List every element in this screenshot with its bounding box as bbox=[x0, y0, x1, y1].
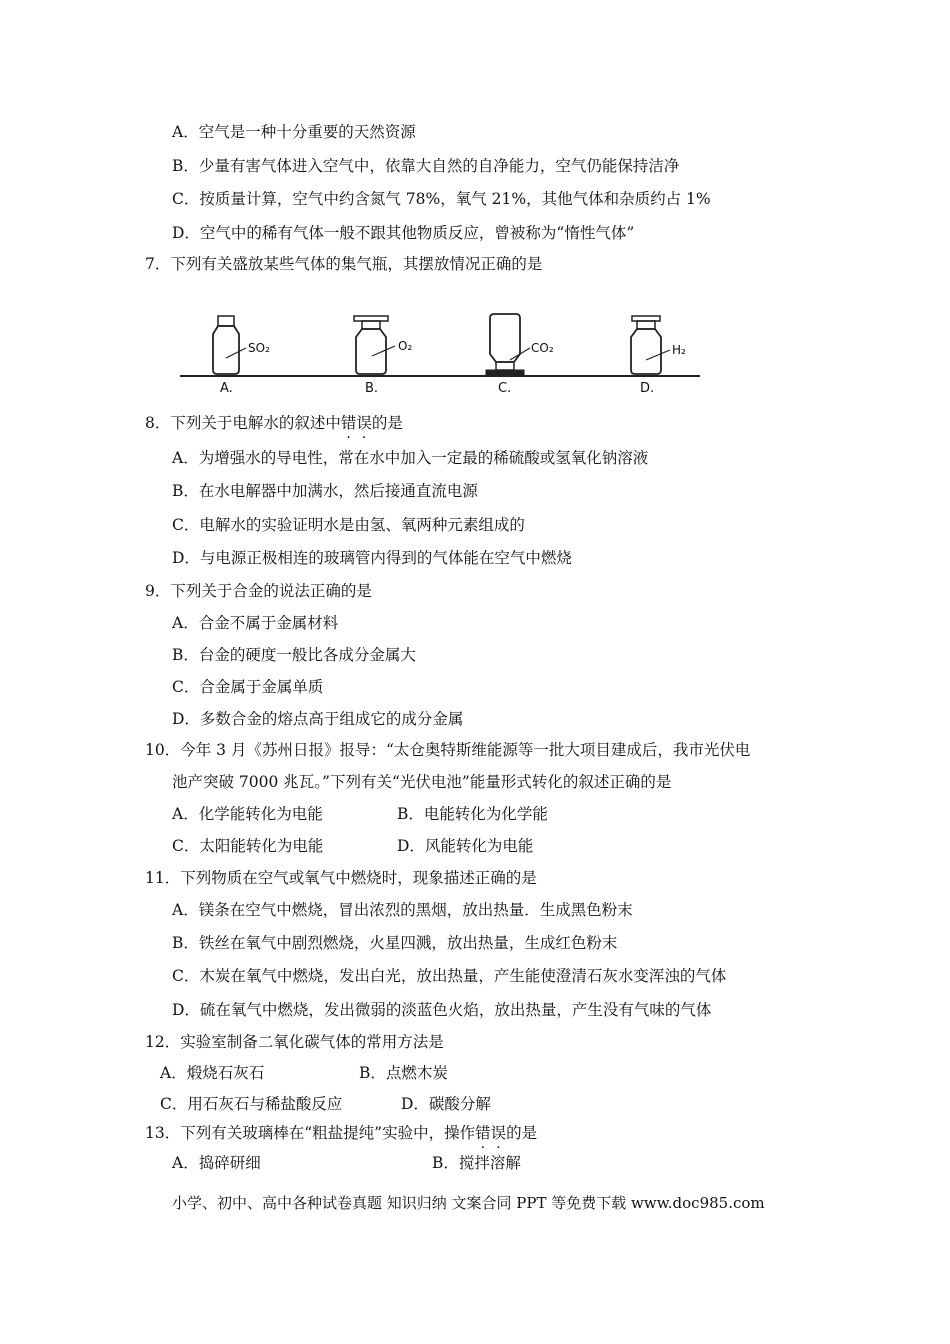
bottle-a-label: A. bbox=[220, 381, 233, 396]
q12-stem: 12．实验室制备二氧化碳气体的常用方法是 bbox=[145, 1033, 444, 1051]
q10-stem-line2: 池产突破 7000 兆瓦。”下列有关“光伏电池”能量形式转化的叙述正确的是 bbox=[172, 773, 672, 791]
q13-emphasis-1: 错 bbox=[475, 1124, 491, 1142]
q9-option-b: B．台金的硬度一般比各成分金属大 bbox=[172, 646, 416, 664]
bottle-d-label: D. bbox=[640, 381, 655, 396]
q8-stem bbox=[145, 413, 403, 433]
q10-option-a: A．化学能转化为电能 bbox=[172, 805, 323, 823]
q7-stem: 7．下列有关盛放某些气体的集气瓶，其摆放情况正确的是 bbox=[145, 255, 543, 273]
q12-option-a: A．煅烧石灰石 bbox=[160, 1064, 265, 1082]
q8-emphasis-2: 误 bbox=[356, 414, 372, 432]
bottle-b-label: B. bbox=[365, 381, 379, 396]
q10-option-c: C．太阳能转化为电能 bbox=[172, 837, 324, 855]
q11-option-c: C．木炭在氧气中燃烧，发出白光，放出热量，产生能使澄清石灰水变浑浊的气体 bbox=[172, 967, 727, 985]
q8-emphasis-1: 错 bbox=[340, 414, 357, 432]
q11-option-a: A．镁条在空气中燃烧，冒出浓烈的黑烟，放出热量．生成黑色粉末 bbox=[172, 901, 633, 919]
q6-option-c: C．按质量计算，空气中约含氮气 78%，氧气 21%，其他气体和杂质约占 1% bbox=[172, 190, 711, 208]
q10-option-b: B．电能转化为化学能 bbox=[397, 805, 548, 823]
bottle-a bbox=[213, 316, 270, 396]
q12-option-d: D．碳酸分解 bbox=[401, 1095, 491, 1113]
q8-option-d: D．与电源正极相连的玻璃管内得到的气体能在空气中燃烧 bbox=[172, 549, 572, 567]
q8-option-a: A．为增强水的导电性，常在水中加入一定最的稀硫酸或氢氧化钠溶液 bbox=[172, 449, 649, 467]
q13-option-a: A．捣碎研细 bbox=[172, 1154, 261, 1172]
bottle-c bbox=[486, 314, 554, 396]
q12-option-b: B．点燃木炭 bbox=[359, 1064, 448, 1082]
bottle-c-gas: CO₂ bbox=[531, 341, 554, 355]
q11-option-b: B．铁丝在氧气中剧烈燃烧，火星四溅，放出热量，生成红色粉末 bbox=[172, 934, 618, 952]
bottle-a-gas: SO₂ bbox=[248, 341, 270, 355]
bottle-d-gas: H₂ bbox=[672, 343, 686, 357]
q9-option-d: D．多数合金的熔点高于组成它的成分金属 bbox=[172, 710, 464, 728]
q10-stem-line1: 10．今年 3 月《苏州日报》报导：“太仓奥特斯维能源等一批大项目建成后，我市光伏电 bbox=[145, 741, 751, 759]
q13-stem-text: 13．下列有关玻璃棒在“粗盐提纯”实验中，操作 bbox=[145, 1124, 476, 1142]
q11-option-d: D．硫在氧气中燃烧，发出微弱的淡蓝色火焰，放出热量，产生没有气味的气体 bbox=[172, 1001, 712, 1019]
q6-option-a: A．空气是一种十分重要的天然资源 bbox=[172, 123, 416, 141]
q13-option-b: B．搅拌溶解 bbox=[432, 1154, 521, 1172]
page-footer: 小学、初中、高中各种试卷真题 知识归纳 文案合同 PPT 等免费下载 www.doc985.com bbox=[172, 1194, 765, 1212]
q9-stem: 9．下列关于合金的说法正确的是 bbox=[145, 582, 372, 600]
q6-option-d: D．空气中的稀有气体一般不跟其他物质反应，曾被称为“惰性气体” bbox=[172, 224, 635, 242]
q9-option-c: C．合金属于金属单质 bbox=[172, 678, 324, 696]
q13-emphasis-2: 误 bbox=[490, 1124, 507, 1142]
bottle-c-label: C. bbox=[498, 381, 512, 396]
q8-option-c: C．电解水的实验证明水是由氢、氧两种元素组成的 bbox=[172, 516, 525, 534]
q11-stem: 11．下列物质在空气或氧气中燃烧时，现象描述正确的是 bbox=[145, 869, 537, 887]
q10-option-d: D．风能转化为电能 bbox=[397, 837, 534, 855]
q8-option-b: B．在水电解器中加满水，然后接通直流电源 bbox=[172, 482, 478, 500]
q9-option-a: A．合金不属于金属材料 bbox=[172, 614, 339, 632]
q12-option-c: C．用石灰石与稀盐酸反应 bbox=[160, 1095, 343, 1113]
q6-option-b: B．少量有害气体进入空气中，依靠大自然的自净能力，空气仍能保持洁净 bbox=[172, 157, 680, 175]
bottle-b bbox=[354, 316, 412, 396]
q13-stem bbox=[145, 1123, 537, 1143]
q8-stem-end: 的是 bbox=[371, 414, 403, 432]
q8-stem-text: 8．下列关于电解水的叙述中 bbox=[145, 414, 341, 432]
bottle-d bbox=[631, 316, 686, 396]
bottle-b-gas: O₂ bbox=[398, 339, 413, 353]
gas-bottle-figure bbox=[180, 310, 700, 402]
q13-stem-end: 的是 bbox=[506, 1124, 538, 1142]
